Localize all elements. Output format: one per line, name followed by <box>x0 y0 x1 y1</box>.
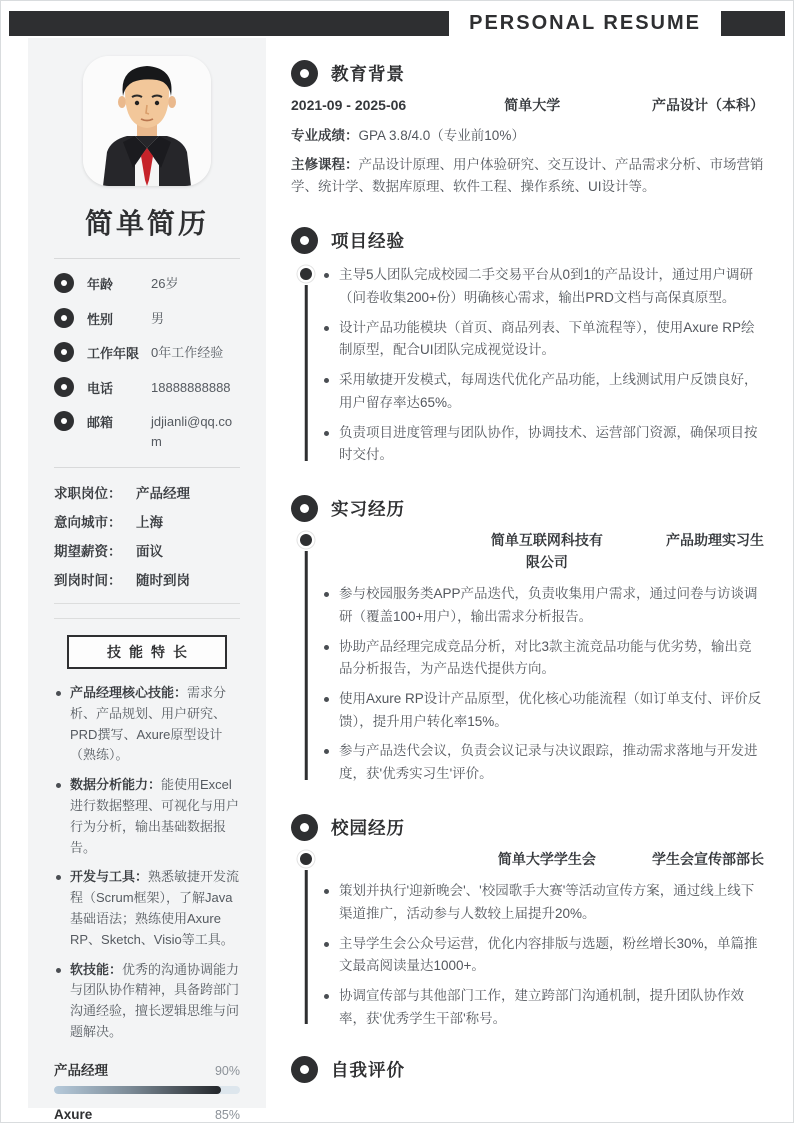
info-label: 邮箱 <box>87 415 114 430</box>
sidebar <box>28 38 266 1122</box>
timeline-dot-icon <box>300 534 312 546</box>
skill-label: 产品经理核心技能： <box>70 685 188 700</box>
education-date: 2021-09 - 2025-06 <box>291 97 407 113</box>
courses-label: 主修课程： <box>291 157 359 173</box>
divider <box>54 603 240 604</box>
profile-photo <box>83 56 211 186</box>
bullet-item: 协调宣传部与其他部门工作，建立跨部门沟通机制，提升团队协作效率，获'优秀学生干部'称号。 <box>321 985 764 1030</box>
divider <box>54 258 240 259</box>
info-label: 工作年限 <box>87 346 140 361</box>
timeline-line <box>305 285 308 460</box>
info-row-phone <box>54 376 240 398</box>
timeline-rail <box>299 534 313 780</box>
info-label: 电话 <box>87 380 114 396</box>
section-bullseye-icon <box>291 814 318 841</box>
project-bullet-list <box>321 264 764 466</box>
internship-company: 简单互联网科技有限公司 <box>490 531 603 570</box>
info-row-email <box>54 410 240 451</box>
skill-text: 熟悉敏捷开发流程（Scrum框架），了解Java基础语法；熟练使用Axure RP、Sketch、Visio等工具。 <box>70 869 240 947</box>
education-courses <box>291 154 764 197</box>
section-title: 自我评价 <box>331 1060 405 1081</box>
skill-text: 需求分析、产品规划、用户研究、PRD撰写、Axure原型设计（熟练）。 <box>70 685 227 763</box>
skill-bar-axure <box>54 1107 240 1123</box>
skill-item <box>54 867 240 950</box>
timeline-dot-icon <box>300 268 312 280</box>
info-row-age <box>54 272 240 294</box>
divider <box>54 618 240 619</box>
bullet-item: 设计产品功能模块（首页、商品列表、下单流程等），使用Axure RP绘制原型，配合UI团队完成视觉设计。 <box>321 317 764 362</box>
education-gpa <box>291 125 764 147</box>
bullet-dot-icon <box>54 342 74 362</box>
divider <box>54 467 240 468</box>
skill-label: 开发与工具： <box>70 869 149 885</box>
courses-value: 产品设计原理、用户体验研究、交互设计、产品需求分析、市场营销学、统计学、数据库原理、软件工程、操作系统、UI设计等。 <box>291 157 764 194</box>
info-value: jdjianli@qq.com <box>151 414 233 449</box>
skill-item <box>54 775 240 858</box>
internship-role: 产品助理实习生 <box>666 531 764 548</box>
timeline-dot-icon <box>300 853 312 865</box>
bar-percent: 90% <box>214 1063 240 1078</box>
intent-value: 随时到岗 <box>136 573 190 588</box>
bar-label: 产品经理 <box>54 1062 108 1078</box>
bullet-item: 主导5人团队完成校园二手交易平台从0到1的产品设计，通过用户调研（问卷收集200+份）明确核心需求，输出PRD文档与高保真原型。 <box>321 264 764 309</box>
section-title: 项目经验 <box>331 231 405 252</box>
skill-item <box>54 960 240 1043</box>
intent-row-city <box>54 511 240 531</box>
candidate-name: 简单简历 <box>84 208 209 239</box>
skill-bars <box>54 1059 240 1123</box>
bar-percent: 85% <box>214 1107 240 1122</box>
section-internship <box>291 495 764 786</box>
section-title: 实习经历 <box>331 498 405 519</box>
intent-value: 产品经理 <box>136 486 190 501</box>
campus-org: 简单大学学生会 <box>497 850 596 867</box>
campus-role: 学生会宣传部部长 <box>652 850 764 867</box>
section-title: 校园经历 <box>331 817 405 838</box>
skills-list <box>54 683 240 1043</box>
education-school: 简单大学 <box>504 97 561 113</box>
bullet-item: 负责项目进度管理与团队协作，协调技术、运营部门资源，确保项目按时交付。 <box>321 422 764 467</box>
section-title: 教育背景 <box>331 64 405 84</box>
bullet-item: 参与产品迭代会议，负责会议记录与决议跟踪，推动需求落地与开发进度，获'优秀实习生'评价。 <box>321 740 764 785</box>
section-campus <box>291 814 764 1031</box>
intent-value: 面议 <box>136 544 163 559</box>
education-meta-row <box>291 95 764 117</box>
intent-row-salary <box>54 540 240 560</box>
section-bullseye-icon <box>291 1056 318 1083</box>
skill-label: 软技能： <box>70 961 123 977</box>
campus-bullet-list <box>321 880 764 1030</box>
skill-text: 能使用Excel进行数据整理、可视化与用户行为分析，输出基础数据报告。 <box>70 777 240 855</box>
timeline-rail <box>299 268 313 460</box>
intent-label: 求职岗位： <box>54 486 122 501</box>
section-education <box>291 60 764 197</box>
intent-label: 到岗时间： <box>54 573 122 588</box>
section-bullseye-icon <box>291 495 318 522</box>
progress-fill <box>54 1086 221 1094</box>
section-project <box>291 227 764 466</box>
intent-label: 期望薪资： <box>54 544 122 559</box>
top-bar <box>9 11 785 36</box>
section-self-evaluation <box>291 1056 764 1083</box>
skill-bar-product-manager <box>54 1059 240 1094</box>
bullet-item: 参与校园服务类APP产品迭代，负责收集用户需求，通过问卷与访谈调研（覆盖100+用户），输出需求分析报告。 <box>321 583 764 628</box>
section-bullseye-icon <box>291 60 318 87</box>
info-label: 性别 <box>87 311 114 327</box>
bullet-item: 使用Axure RP设计产品原型，优化核心功能流程（如订单支付、评价反馈），提升用户转化率15%。 <box>321 688 764 733</box>
info-value: 26岁 <box>151 276 179 291</box>
personal-info-list <box>54 272 240 451</box>
bullet-dot-icon <box>54 308 74 328</box>
bullet-item: 协助产品经理完成竞品分析，对比3款主流竞品功能与优劣势，输出竞品分析报告，为产品迭代提供方向。 <box>321 636 764 681</box>
section-bullseye-icon <box>291 227 318 254</box>
bar-label: Axure <box>54 1106 93 1122</box>
intent-value: 上海 <box>136 515 163 530</box>
info-value: 男 <box>151 310 165 326</box>
avatar-illustration <box>83 56 211 186</box>
internship-date <box>321 530 485 573</box>
email-dot-icon <box>54 411 74 431</box>
phone-dot-icon <box>54 377 74 397</box>
bullet-item: 主导学生会公众号运营，优化内容排版与选题，粉丝增长30%，单篇推文最高阅读量达1000+。 <box>321 933 764 978</box>
skill-text: 优秀的沟通协调能力与团队协作精神，具备跨部门沟通经验，擅长逻辑思维与问题解决。 <box>70 961 240 1039</box>
internship-meta-row <box>321 530 764 573</box>
campus-date <box>321 849 485 871</box>
intent-row-position <box>54 482 240 502</box>
gpa-label: 专业成绩： <box>291 127 359 143</box>
job-intent-list <box>54 482 240 589</box>
gpa-value: GPA 3.8/4.0（专业前10%） <box>358 127 525 143</box>
education-degree: 产品设计（本科） <box>652 97 764 113</box>
timeline-rail <box>299 853 313 1025</box>
timeline-line <box>305 870 308 1025</box>
page-title: PERSONAL RESUME <box>469 12 701 34</box>
skill-label: 数据分析能力： <box>70 777 162 793</box>
top-bar-right-segment <box>721 11 785 36</box>
info-label: 年龄 <box>87 277 114 292</box>
intent-row-availability <box>54 569 240 589</box>
info-row-gender <box>54 307 240 329</box>
info-value: 0年工作经验 <box>151 345 224 360</box>
skill-item <box>54 683 240 766</box>
timeline-line <box>305 551 308 780</box>
internship-bullet-list <box>321 583 764 785</box>
intent-label: 意向城市： <box>54 515 122 530</box>
progress-track <box>54 1086 240 1094</box>
info-value: 18888888888 <box>151 379 231 395</box>
campus-meta-row <box>321 849 764 871</box>
top-bar-left-segment <box>9 11 449 36</box>
info-row-experience <box>54 341 240 363</box>
bullet-item: 策划并执行'迎新晚会'、'校园歌手大赛'等活动宣传方案，通过线上线下渠道推广，活动参与人数较上届提升20%。 <box>321 880 764 925</box>
skills-section-title: 技能特长 <box>67 635 227 669</box>
bullet-item: 采用敏捷开发模式，每周迭代优化产品功能，上线测试用户反馈良好，用户留存率达65%。 <box>321 369 764 414</box>
main-content <box>266 36 785 1108</box>
bullet-dot-icon <box>54 273 74 293</box>
